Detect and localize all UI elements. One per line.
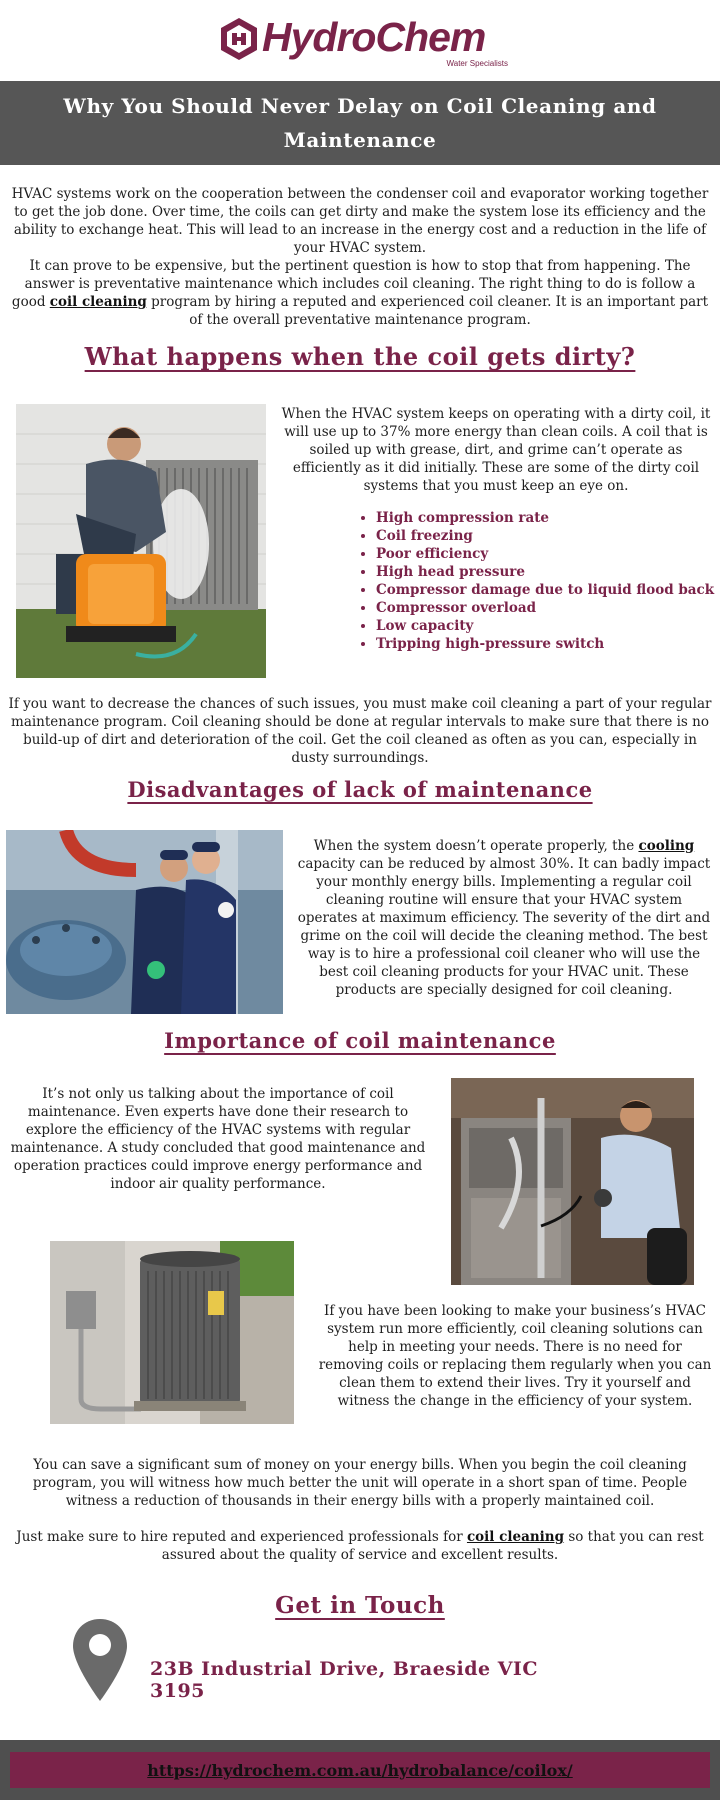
contact-address: 23B Industrial Drive, Braeside VIC 3195 [150, 1658, 538, 1702]
hydrochem-logo-icon [218, 16, 260, 62]
logo-wordmark: HydroChem [262, 14, 486, 60]
page-title: Why You Should Never Delay on Coil Cleaning and Maintenance [63, 94, 657, 152]
coil-cleaning-link[interactable]: coil cleaning [49, 294, 147, 310]
disadvantages-paragraph: When the system doesn’t operate properly, the cooling capacity can be reduced by almost 30%. It can badly impact your monthly energy bills. Implementing a regular coil cleaning routine will ensure that your HVAC system operates at maximum efficiency. The severity of the dirt and grime on the coil will decide the cleaning method. The best way is to hire a professional coil cleaner who will use the best coil cleaning products for your HVAC unit. These products are specially designed for coil cleaning. [297, 838, 711, 998]
footer-band [0, 1740, 720, 1800]
savings-paragraph: You can save a significant sum of money on your energy bills. When you begin the coil cleaning program, you will witness how much better the unit will operate in a short span of time. People witness a reduction of thousands in their energy bills with a properly maintained coil. [32, 1457, 688, 1509]
regular-maintenance-paragraph: If you want to decrease the chances of such issues, you must make coil cleaning a part of your regular maintenance program. Coil cleaning should be done at regular intervals to make sure that there is no build-up of dirt and deterioration of the coil. Get the coil cleaned as often as you can, especially in dusty surroundings. [8, 696, 712, 766]
business-efficiency-paragraph: If you have been looking to make your business’s HVAC system run more efficiently, coil cleaning solutions can help in meeting your needs. There is no need for removing coils or replacing them regularly when you can clean them to extend their lives. Try it yourself and witness the change in the efficiency of your system. [318, 1303, 712, 1409]
list-item: • High head pressure [376, 563, 716, 581]
technicians-inspecting-equipment-image [6, 830, 283, 1014]
logo-tagline: Water Specialists [446, 59, 508, 68]
intro-paragraph-1: HVAC systems work on the cooperation between the condenser coil and evaporator working together to get the job done. Over time, the coils can get dirty and make the system lose its efficiency and the ability to exchange heat. This will lead to an increase in the energy cost and a reduction in the life of your HVAC system. [11, 186, 709, 256]
list-item: • Poor efficiency [376, 545, 716, 563]
footer-url-link[interactable]: https://hydrochem.com.au/hydrobalance/coilox/ [147, 1760, 573, 1780]
title-banner [0, 81, 720, 165]
technician-servicing-furnace-image [451, 1078, 694, 1285]
list-item: • Compressor overload [376, 599, 716, 617]
dirty-coil-issues-list [360, 509, 716, 653]
logo[interactable] [218, 14, 508, 70]
list-item: • Compressor damage due to liquid flood back [376, 581, 716, 599]
list-item: • Tripping high-pressure switch [376, 635, 716, 653]
technician-cleaning-coil-image [16, 404, 266, 678]
cooling-link[interactable]: cooling [638, 838, 695, 854]
coil-cleaning-link[interactable]: coil cleaning [466, 1529, 565, 1545]
outdoor-condenser-unit-image [50, 1241, 294, 1424]
footer-link-bar [10, 1752, 710, 1788]
list-item: • Low capacity [376, 617, 716, 635]
dirty-coil-paragraph: When the HVAC system keeps on operating with a dirty coil, it will use up to 37% more energy than clean coils. A coil that is soiled up with grease, dirt, and grime can’t operate as efficiently as it did initially. These are some of the dirty coil systems that you must keep an eye on. [281, 406, 711, 494]
map-pin-icon [71, 1617, 129, 1703]
section-heading-disadvantages: Disadvantages of lack of maintenance [127, 777, 593, 802]
get-in-touch-heading: Get in Touch [275, 1592, 445, 1619]
intro-paragraph-2: It can prove to be expensive, but the pertinent question is how to stop that from happening. The answer is preventative maintenance which includes coil cleaning. The right thing to do is follow a good coil cleaning program by hiring a reputed and experienced coil cleaner. It is an important part of the overall preventative maintenance program. [11, 258, 709, 328]
importance-paragraph: It’s not only us talking about the importance of coil maintenance. Even experts have done their research to explore the efficiency of the HVAC systems with regular maintenance. A study concluded that good maintenance and operation practices could improve energy performance and indoor air quality performance. [10, 1086, 426, 1192]
list-item: • Coil freezing [376, 527, 716, 545]
section-heading-importance: Importance of coil maintenance [164, 1028, 556, 1053]
hire-professionals-paragraph: Just make sure to hire reputed and experienced professionals for coil cleaning so that you can rest assured about the quality of service and excellent results. [16, 1529, 704, 1563]
section-heading-dirty-coil: What happens when the coil gets dirty? [84, 342, 636, 371]
list-item: • High compression rate [376, 509, 716, 527]
